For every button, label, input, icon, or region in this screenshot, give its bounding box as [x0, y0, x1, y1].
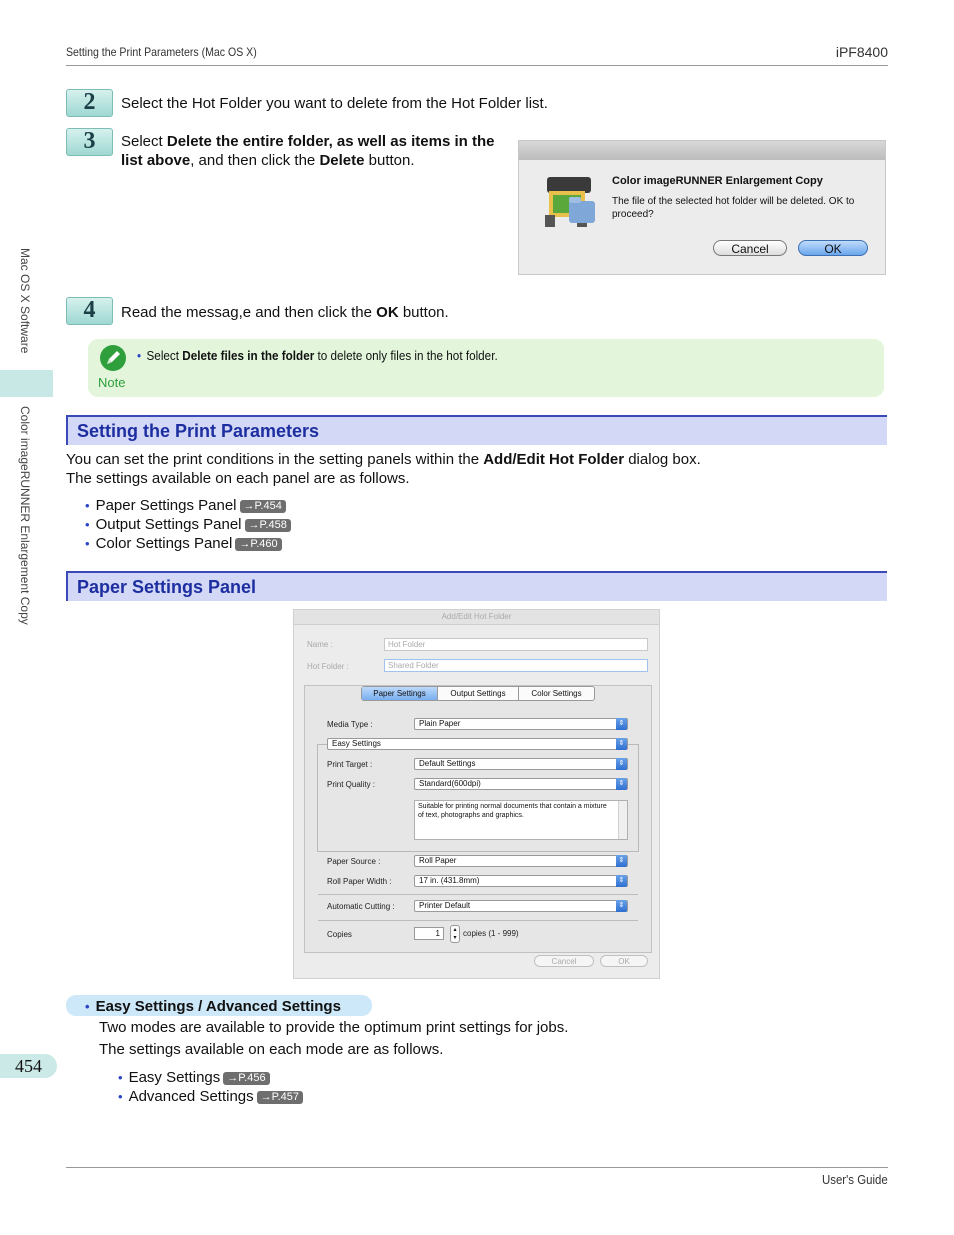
sidebar-section-label: Mac OS X Software [18, 248, 32, 354]
subheading-easy-advanced: • Easy Settings / Advanced Settings [85, 998, 341, 1015]
hot-folder-field[interactable]: Shared Folder [384, 659, 648, 672]
sidebar-chapter-label: Color imageRUNNER Enlargement Copy [18, 406, 32, 625]
media-type-select[interactable]: Plain Paper ⇕ [414, 718, 628, 730]
step-number-2: 2 [66, 89, 113, 117]
paper-source-select[interactable]: Roll Paper ⇕ [414, 855, 628, 867]
stepper-arrows-icon: ⇕ [616, 758, 627, 770]
running-header-title: Setting the Print Parameters (Mac OS X) [66, 45, 257, 59]
step-number-4: 4 [66, 297, 113, 325]
easy-adv-paragraph-2: The settings available on each mode are as follows. [99, 1041, 444, 1058]
stepper-arrows-icon: ⇕ [616, 855, 627, 867]
stepper-arrows-icon: ⇕ [616, 900, 627, 912]
auto-cut-label: Automatic Cutting : [327, 902, 395, 911]
window-ok-button[interactable]: OK [600, 955, 648, 967]
pencil-note-icon [100, 345, 126, 371]
tab-color-settings[interactable]: Color Settings [531, 689, 582, 698]
auto-cut-select[interactable]: Printer Default ⇕ [414, 900, 628, 912]
sidebar-highlight [0, 370, 53, 397]
print-quality-label: Print Quality : [327, 780, 376, 789]
page-ref-link[interactable]: →P.456 [223, 1072, 269, 1085]
bullet-icon: • [137, 348, 142, 363]
copies-label: Copies [327, 930, 352, 939]
print-target-label: Print Target : [327, 760, 373, 769]
stepper-arrows-icon: ⇕ [616, 778, 627, 790]
window-cancel-button[interactable]: Cancel [534, 955, 594, 967]
window-title: Add/Edit Hot Folder [441, 612, 512, 621]
dialog-titlebar [519, 141, 885, 160]
dialog-title-text: Color imageRUNNER Enlargement Copy [612, 175, 823, 187]
footer-divider [66, 1167, 888, 1168]
stepper-arrows-icon: ⇕ [616, 738, 627, 750]
section1-paragraph: You can set the print conditions in the setting panels within the Add/Edit Hot Folder dialog box. [66, 451, 701, 468]
page-ref-link[interactable]: →P.457 [257, 1091, 303, 1104]
list-item: • Advanced Settings →P.457 [118, 1087, 303, 1106]
add-edit-hot-folder-window [293, 609, 660, 979]
step-3-text: Select Delete the entire folder, as well as items in the list above, and then click the Delete button. [121, 133, 495, 169]
tab-output-settings[interactable]: Output Settings [438, 687, 519, 700]
step-4-text: Read the messag,e and then click the OK button. [121, 304, 449, 321]
stepper-arrows-icon: ⇕ [616, 718, 627, 730]
name-field[interactable]: Hot Folder [384, 638, 648, 651]
list-item: • Paper Settings Panel →P.454 [85, 496, 286, 515]
list-item: • Output Settings Panel →P.458 [85, 515, 291, 534]
section-heading-print-parameters: Setting the Print Parameters [66, 415, 887, 445]
page-ref-link[interactable]: →P.454 [240, 500, 286, 513]
step-2-text: Select the Hot Folder you want to delete from the Hot Folder list. [121, 95, 548, 112]
section1-paragraph-2: The settings available on each panel are as follows. [66, 470, 410, 487]
delete-confirm-dialog [518, 140, 886, 275]
tab-paper-settings[interactable]: Paper Settings [362, 687, 438, 700]
name-label: Name : [307, 640, 333, 649]
description-scrollbar[interactable] [618, 801, 627, 839]
page-ref-link[interactable]: →P.460 [235, 538, 281, 551]
easy-adv-paragraph-1: Two modes are available to provide the optimum print settings for jobs. [99, 1019, 569, 1036]
stepper-arrows-icon: ⇕ [616, 875, 627, 887]
copies-range: copies (1 - 999) [463, 929, 519, 938]
step-number-3: 3 [66, 128, 113, 156]
header-divider [66, 65, 888, 66]
media-type-label: Media Type : [327, 720, 373, 729]
settings-mode-select[interactable]: Easy Settings ⇕ [327, 738, 628, 750]
printer-app-icon [541, 171, 599, 229]
section-heading-paper-settings: Paper Settings Panel [66, 571, 887, 601]
divider [318, 894, 638, 895]
note-label: Note [98, 375, 126, 390]
page-number: 454 [0, 1054, 57, 1078]
divider [318, 920, 638, 921]
description-text: Suitable for printing normal documents that contain a mixture of text, photographs and graphics. [418, 803, 607, 819]
print-quality-select[interactable]: Standard(600dpi) ⇕ [414, 778, 628, 790]
dialog-message: The file of the selected hot folder will be deleted. OK to proceed? [612, 196, 855, 220]
copies-stepper[interactable]: ▴ ▾ [450, 925, 460, 943]
dialog-ok-button[interactable]: OK [798, 240, 868, 256]
list-item: • Easy Settings →P.456 [118, 1068, 270, 1087]
description-box [414, 800, 628, 840]
copies-input[interactable]: 1 [414, 927, 444, 940]
paper-source-label: Paper Source : [327, 857, 381, 866]
hot-folder-label: Hot Folder : [307, 662, 349, 671]
note-text: • Select Delete files in the folder to delete only files in the hot folder. [137, 348, 498, 363]
roll-width-label: Roll Paper Width : [327, 877, 392, 886]
page-ref-link[interactable]: →P.458 [245, 519, 291, 532]
running-header-model: iPF8400 [835, 44, 888, 60]
tab-bar [361, 686, 595, 701]
footer-guide-title: User's Guide [822, 1172, 888, 1187]
roll-width-select[interactable]: 17 in. (431.8mm) ⇕ [414, 875, 628, 887]
dialog-cancel-button[interactable]: Cancel [713, 240, 787, 256]
list-item: • Color Settings Panel →P.460 [85, 534, 282, 553]
print-target-select[interactable]: Default Settings ⇕ [414, 758, 628, 770]
